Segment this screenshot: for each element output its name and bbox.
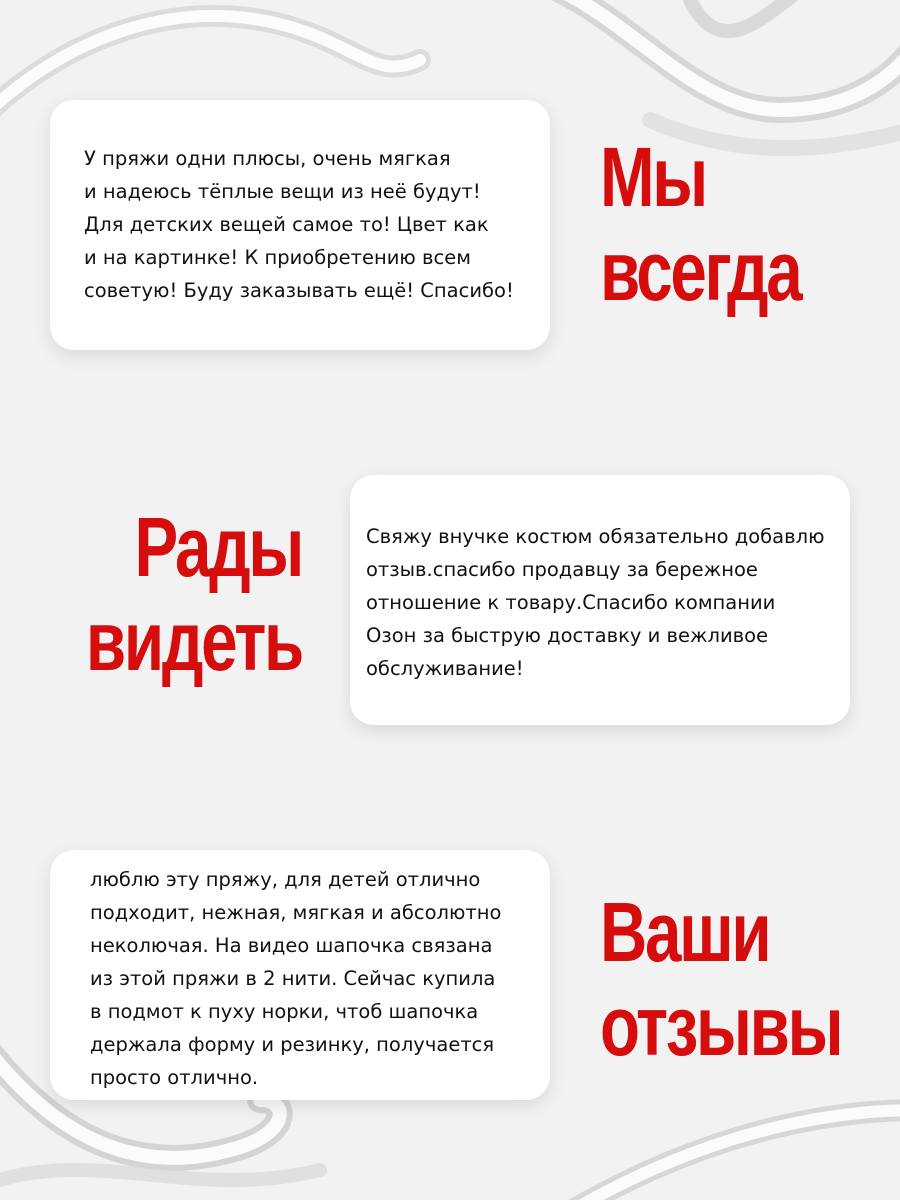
review-text-2: Свяжу внучке костюм обязательно добавлю отзыв.спасибо продавцу за бережное отношение к товару.Спасибо компании Озон за быструю доставку и вежливое обслуживание! xyxy=(366,525,825,680)
headline-2-line-2: видеть xyxy=(85,594,302,688)
headline-3 xyxy=(600,885,841,1073)
headline-3-line-2: отзывы xyxy=(600,979,842,1073)
review-text-1: У пряжи одни плюсы, очень мягкая и надеюсь тёплые вещи из неё будут! Для детских вещей самое то! Цвет как и на картинке! К приобретению всем советую! Буду заказывать ещё! Спасибо! xyxy=(84,147,514,302)
review-card-2 xyxy=(350,475,850,725)
headline-2 xyxy=(86,500,302,688)
review-text-3: люблю эту пряжу, для детей отлично подходит, нежная, мягкая и абсолютно неколючая. На видео шапочка связана из этой пряжи в 2 нити. Сейчас купила в подмот к пуху норки, чтоб шапочка держала форму и резинку, получается просто отлично. xyxy=(90,868,502,1089)
review-card-1 xyxy=(50,100,550,350)
headline-1 xyxy=(600,130,800,318)
headline-1-line-1: Мы xyxy=(600,130,706,224)
headline-3-line-1: Ваши xyxy=(600,885,770,979)
headline-1-line-2: всегда xyxy=(600,224,801,318)
review-card-3 xyxy=(50,850,550,1100)
headline-2-line-1: Рады xyxy=(134,500,302,594)
